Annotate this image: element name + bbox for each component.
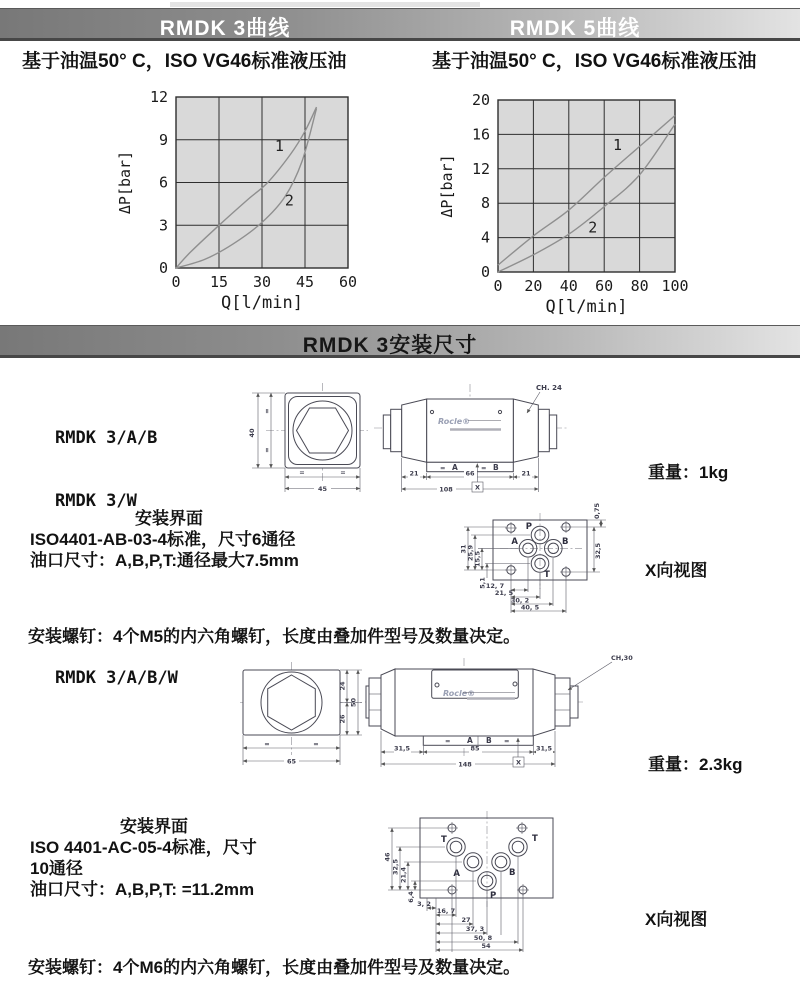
dim-label: 40, 5 — [520, 603, 540, 612]
y-tick-label: 12 — [471, 159, 490, 178]
y-axis-label: ΔP[bar] — [438, 154, 456, 218]
curve-label-2: 2 — [588, 218, 598, 237]
callout-label: CH,30 — [611, 654, 633, 662]
bottom-dims — [486, 558, 566, 613]
oil-condition-left: 基于油温50° C，ISO VG46标准液压油 — [22, 51, 347, 72]
x-datum-label: X — [474, 483, 481, 492]
port-a-label: A — [511, 537, 518, 547]
dim-label: 50 — [349, 697, 358, 708]
side-view-drawing-1 — [368, 382, 603, 507]
right-dims — [572, 503, 606, 572]
y-tick-label: 0 — [480, 263, 490, 281]
interface-standard: ISO 4401-AC-05-4标准，尺寸 — [30, 838, 257, 857]
x-tick-label: 45 — [295, 273, 315, 291]
dim-label: 5,1 — [478, 577, 487, 589]
dim-label: 26 — [338, 714, 347, 724]
curve-label-2: 2 — [284, 191, 294, 210]
port-b-label: B — [509, 868, 516, 878]
interface-standard: ISO4401-AB-03-4标准，尺寸6通径 — [30, 530, 296, 549]
port-a-label: A — [467, 736, 473, 745]
model-label-2: RMDK 3/A/B/W — [55, 668, 178, 688]
curves-banner — [0, 8, 800, 41]
front-view-drawing-2 — [240, 660, 365, 772]
y-tick-label: 8 — [480, 194, 490, 213]
banner-title-rmdk5: RMDK 5曲线 — [509, 17, 641, 40]
port-t2-label: T — [532, 834, 538, 844]
model-line-2: RMDK 3/W — [55, 491, 137, 511]
y-tick-label: 16 — [471, 125, 490, 144]
curve-label-1: 1 — [274, 137, 284, 156]
x-axis-label: Q[l/min] — [221, 293, 303, 313]
x-view-drawing-2 — [380, 795, 645, 963]
top-partial-strip — [170, 2, 480, 7]
dim-label: 24 — [338, 681, 347, 691]
dim-label: 108 — [439, 485, 453, 494]
side-view-drawing-2 — [365, 652, 650, 782]
y-tick-label: 3 — [158, 216, 168, 235]
dim-label: 32,5 — [391, 858, 400, 876]
eq-mark: = — [440, 463, 446, 472]
oil-condition-right: 基于油温50° C，ISO VG46标准液压油 — [432, 51, 757, 72]
screw-note-1: 安装螺钉：4个M5的内六角螺钉，长度由叠加件型号及数量决定。 — [28, 627, 521, 646]
interface-ports: 油口尺寸：A,B,P,T: =11.2mm — [30, 880, 255, 899]
dim-label: 31 — [459, 544, 468, 554]
dim-label: 32,5 — [594, 542, 602, 560]
port-a-label: A — [453, 869, 460, 879]
interface-block-2 — [30, 816, 257, 900]
dim-label: 21, 5 — [494, 589, 514, 597]
dim-label: 16, 7 — [436, 907, 456, 915]
x-tick-label: 100 — [661, 277, 689, 295]
interface-ports: 油口尺寸：A,B,P,T:通径最大7.5mm — [30, 551, 299, 570]
dim-label: 21 — [521, 469, 531, 478]
chamfer-callout — [568, 654, 633, 690]
port-a-label: A — [452, 462, 458, 472]
dim-label: 65 — [286, 757, 297, 766]
x-view-label-2: X向视图 — [645, 910, 708, 929]
port-b-label: B — [562, 537, 569, 547]
eq-mark: = — [340, 468, 346, 477]
banner-title-install: RMDK 3安装尺寸 — [302, 334, 478, 357]
dim-label: 31,5 — [393, 744, 411, 753]
dim-label: 25,9 — [466, 544, 475, 562]
dim-label: 148 — [458, 760, 472, 769]
port-p-label: P — [525, 522, 532, 532]
port-t-label: T — [544, 570, 550, 580]
x-tick-label: 30 — [252, 273, 272, 291]
eq-mark: = — [299, 468, 305, 477]
dim-label: 6,4 — [407, 891, 415, 903]
dim-label: 21,4 — [399, 866, 408, 884]
left-dims — [384, 828, 477, 903]
dim-label: 21 — [409, 469, 419, 478]
dim-label: 3, 2 — [417, 900, 431, 908]
port-b-label: B — [493, 462, 499, 472]
y-tick-label: 20 — [471, 91, 490, 109]
port-t1-label: T — [441, 835, 447, 845]
dim-label: 66 — [465, 469, 475, 478]
plot-area — [498, 100, 675, 272]
y-tick-label: 6 — [158, 173, 168, 192]
x-tick-label: 0 — [493, 277, 503, 295]
y-tick-label: 0 — [158, 259, 168, 277]
y-axis-label: ΔP[bar] — [116, 150, 134, 215]
eq-mark: = — [504, 737, 510, 745]
dim-label: 31,5 — [535, 744, 553, 753]
dim-label: 30, 2 — [510, 596, 530, 605]
x-axis-label: Q[l/min] — [545, 297, 628, 317]
right-dims — [339, 670, 363, 735]
weight-1: 重量：1kg — [648, 463, 729, 482]
x-tick-label: 80 — [630, 277, 649, 295]
bottom-dims — [417, 857, 523, 952]
screw-note-2: 安装螺钉：4个M6的内六角螺钉，长度由叠加件型号及数量决定。 — [28, 958, 521, 977]
dim-label: 15,5 — [473, 550, 482, 568]
chart-rmdk5 — [428, 88, 694, 325]
eq-mark: = — [313, 740, 319, 748]
interface-size: 10通径 — [30, 859, 83, 878]
banner-title-rmdk3: RMDK 3曲线 — [159, 17, 291, 40]
dim-label: 37, 3 — [465, 925, 485, 933]
x-datum-label: X — [515, 758, 522, 767]
x-view-drawing-1 — [420, 493, 645, 641]
dim-label: 46 — [383, 852, 392, 862]
eq-mark: = — [445, 737, 451, 745]
x-tick-label: 20 — [524, 277, 543, 295]
model-line-1: RMDK 3/A/B — [55, 428, 158, 448]
x-tick-label: 60 — [338, 273, 358, 291]
dim-label: 12, 7 — [485, 582, 505, 590]
dim-label: 45 — [317, 485, 328, 493]
x-view-label-1: X向视图 — [645, 561, 708, 580]
y-tick-label: 4 — [480, 228, 490, 247]
dim-label: 54 — [481, 942, 491, 950]
interface-title: 安装界面 — [120, 817, 188, 836]
dim-label: 50, 8 — [473, 934, 493, 942]
eq-mark: = — [263, 447, 271, 453]
interface-block-1 — [30, 508, 299, 571]
callout-label: CH. 24 — [536, 384, 562, 392]
dim-label: 40 — [248, 428, 256, 438]
interface-title: 安装界面 — [135, 509, 203, 528]
x-tick-label: 15 — [209, 273, 229, 291]
corner-screw-holes — [446, 822, 529, 896]
chart-rmdk3 — [108, 88, 366, 321]
eq-mark: = — [481, 463, 487, 472]
x-tick-label: 40 — [559, 277, 578, 295]
dim-label: 0,75 — [593, 502, 601, 520]
y-tick-label: 12 — [149, 88, 168, 106]
x-tick-label: 0 — [171, 273, 181, 291]
dim-label: 27 — [461, 916, 471, 924]
left-dims — [460, 527, 531, 589]
dim-label: 85 — [470, 744, 480, 753]
brand-logo: Rocle® — [443, 689, 476, 698]
port-holes — [519, 526, 562, 572]
eq-mark: = — [263, 408, 271, 414]
port-p-label: P — [490, 891, 497, 901]
y-tick-label: 9 — [158, 130, 168, 149]
install-banner — [0, 325, 800, 358]
port-b-label: B — [486, 736, 492, 745]
curve-label-1: 1 — [613, 135, 623, 154]
front-view-drawing-1 — [238, 383, 368, 503]
weight-2: 重量：2.3kg — [648, 755, 743, 774]
eq-mark: = — [264, 740, 270, 748]
brand-logo: Rocle® — [438, 417, 471, 426]
x-tick-label: 60 — [595, 277, 614, 295]
